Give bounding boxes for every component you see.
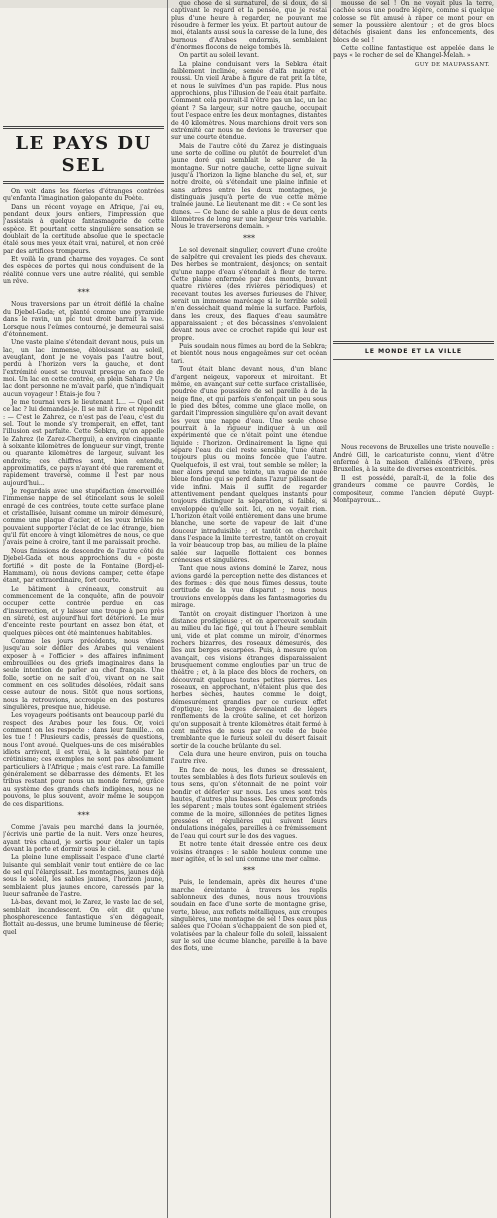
paragraph: La pleine lune emplissait l'espace d'une clarté luisante qui semblait venir tout entière de ce lac de sel qui l'élargissait. Les montagnes, jaunes déjà sous le soleil, les sables jaunes, l'horizon jaune, semblaient plus jaunes encore, caressés par la lueur safranée de l'astre. bbox=[3, 854, 164, 898]
section-stars: *** bbox=[77, 288, 90, 298]
section-heading: LE MONDE ET LA VILLE bbox=[364, 348, 463, 356]
paragraph: Tantôt on croyait distinguer l'horizon à une distance prodigieuse ; et on apercevait soudain au milieu du lac figé, qui tout à l'heure semblait uni, vide et plat comme un miroir, d'énormes rochers bizarres, des roseaux démesurés, des îles aux berges escarpées. Puis, à mesure qu'on avançait, ces visions étranges disparaissaient brusquement comme englouties par un truc de théâtre ; et, à la place des blocs de rochers, on découvrait quelques toutes petites pierres. Les roseaux, en approchant, n'étaient plus que des herbes sèches, hautes comme le doigt, démesurément grandies par ce curieux effet d'optique; les berges devenaient de légers renflements de la croûte saline, et cet horizon qu'on supposait à trente kilomètres était fermé à cent mètres de nous par ce voile de buée tremblante que le furieux soleil du désert faisait sortir de la couche brûlante du sel. bbox=[171, 610, 327, 750]
paragraph: Les voyageurs poétisants ont beaucoup parlé du respect des Arabes pour les fous. Or, voici comment on les respecte : dans leur famille... on les tue ! ! Plusieurs cadis, pressés de questions, nous l'ont avoué. Quelques-uns de ces misérables idiots arrivent, il est vrai, à la sainteté par le crétinisme; ces exemples ne sont pas absolument particuliers à l'Afrique ; mais c'est rare. La famille généralement se débarrasse des déments. Et les tribus restant pour nous un monde fermé, grâce au système des grands chefs indigènes, nous ne pouvons, le plus souvent, avoir même le soupçon de ces disparitions. bbox=[3, 712, 164, 808]
paragraph: Tout était blanc devant nous, d'un blanc d'argent neigeux, vaporeux et miroitant. Et même, en avançant sur cette surface cristallisée, poudrée d'une poussière de sel pareille à de la neige fine, et qui parfois s'enfonçait un peu sous le pied des bêtes, comme une glace molle, on gardait l'impression singulière qu'on avait devant les yeux une nappe d'eau. Une seule chose pourrait à la rigueur indiquer à un œil expérimenté que ce n'était point une étendue liquide : l'horizon. Ordinairement la ligne qui sépare l'eau du ciel reste sensible, l'une étant toujours plus ou moins foncée que l'autre. Quelquefois, il est vrai, tout semble se mêler; la mer alors prend une teinte, un vague de nuée bleue fondue qui se perd dans l'azur pâlissant de vide infini. Mais il suffit de regarder attentivement pendant quelques instants pour toujours distinguer la séparation, si faible, si enveloppée qu'elle soit. Ici, on ne voyait rien. L'horizon était voilé entièrement dans une brume blanche, une sorte de vapeur de lait d'une douceur intraduisible ; et tantôt on cherchait dans l'espace la limite terrestre, tantôt on croyait la voir beaucoup trop bas, au milieu de la plaine salée sur laquelle flottaient ces bonnes créneuses et singulières. bbox=[171, 366, 327, 565]
section-stars: *** bbox=[243, 866, 255, 876]
paragraph: Je regardais avec une stupéfaction émerveillée l'immense nappe de sel étincelant sous le soleil enragé de ces contrées, toute cette surface plane et cristallisée, luisant comme un miroir démesuré, comme une plaque d'acier, et les yeux brûlés ne pouvaient supporter l'éclat de ce lac étrange, bien qu'il fût encore à vingt kilomètres de nous, ce que j'avais peine à croire, tant il me paraissait proche. bbox=[3, 488, 164, 547]
paragraph: Cette colline fantastique est appelée dans le pays « le rocher de sel de Khangel-Melah. » bbox=[333, 45, 494, 60]
paragraph: En face de nous, les dunes se dressaient, toutes semblables à des flots furieux soulevés en tous sens, qu'on s'étonnait de ne point voir bondir et déferler sur nous. Les unes sont très hautes, d'autres plus basses. Des creux profonds les séparent ; mais toutes sont également striées comme de la moire, sillonnées de petites lignes pressées et régulières qui suivent leurs ondulations inégales, pareilles à ce frémissement de l'eau qui court sur le dos des vagues. bbox=[171, 766, 327, 840]
paragraph: On voit dans les féeries d'étranges contrées qu'enfanta l'imagination galopante du Poète. bbox=[3, 188, 164, 203]
column-1 bbox=[3, 0, 164, 1218]
column-rule-left bbox=[167, 0, 168, 1218]
section-stars: *** bbox=[243, 233, 255, 243]
paragraph: Mais de l'autre côté du Zarez je distinguais une sorte de colline ou plutôt de bourrelet d'un jaune doré qui semblait le séparer de la montagne. Sur notre gauche, cette ligne suivait jusqu'à l'horizon la ligne blanche du sel, et, sur notre droite, où s'étendait une plaine infinie et sans arbres entre les deux montagnes, je distinguais jusqu'à perte de vue cette même traînée jaune. Le lieutenant me dit : « Ce sont les dunes. — Ce banc de sable a plus de deux cents kilomètres de long sur une largeur très variable. Nous le traverserons demain. » bbox=[171, 142, 327, 231]
paragraph: Tant que nous avions dominé le Zarez, nous avions gardé la perception nette des distances et des formes : dès que nous fûmes dessus, toute certitude de la vue disparut ; nous nous trouvions enveloppés dans les fantasmagories du mirage. bbox=[171, 565, 327, 610]
section-stars: *** bbox=[77, 810, 90, 820]
paragraph: que chose de si surnaturel, de si doux, de si captivant le regard et la pensée, que je restai plus d'une heure à regarder, ne pouvant me résoudre à fermer les yeux. Et partout autour de moi, étalants aussi sous la caresse de la lune, des burnous d'Arabes endormis, semblaient d'énormes flocons de neige tombés là. bbox=[171, 0, 327, 52]
column-1-top-space bbox=[3, 0, 164, 122]
section-rule-bottom bbox=[333, 359, 494, 360]
paragraph: Et voilà le grand charme des voyages. Ce sont des espèces de portes qui nous conduisent de la réalité connue vers une autre réalité, qui semble un rêve. bbox=[3, 256, 164, 286]
paragraph: Le sol devenait singulier, couvert d'une croûte de salpêtre qui crevaient les pieds des chevaux. Des herbes se montraient, desjoncs; on sentait qu'une nappe d'eau s'étendait à fleur de terre. Cette plaine enfermée par des monts, buvant quatre rivières (des rivières périodiques) et recevant toutes les averses furieuses de l'hiver, serait un immense marécage si le terrible soleil n'en desséchait quand même la surface. Parfois, dans les creux, des flaques d'eau saumâtre apparaissaient ; et des bécassines s'envolaient devant nous avec ce crochet rapide qui leur est propre. bbox=[171, 246, 327, 342]
paragraph: On partit au soleil levant. bbox=[179, 52, 259, 60]
paragraph: Nous finissions de descendre de l'autre côté du Djebel-Gada et nous approchions du « poste fortifié » dit poste de la Fontaine (Bordj-el-Hammam), où nous devions camper, cette étape étant, par extraordinaire, fort courte. bbox=[3, 547, 164, 585]
paragraph: La plaine conduisant vers la Sebkra était faiblement inclinée, semée d'alfa maigre et roussi. Un vieil Arabe à figure de rat prit la tête, et nous le suivîmes d'un pas rapide. Plus nous approchions, plus l'illusion de l'eau était parfaite. Comment cela pouvait-il n'être pas un lac, un lac géant ? Sa largeur, sur notre gauche, occupait tout l'espace entre les deux montagnes, distantes de 40 kilomètres. Nous marchions droit vers son extrémité car nous ne devions le traverser que sur une courte étendue. bbox=[171, 60, 327, 142]
paragraph: Comme j'avais peu marché dans la journée, j'écrivis une partie de la nuit. Vers onze heures, ayant très chaud, je sortis pour étaler un tapis devant la porte et dormir sous le ciel. bbox=[3, 823, 164, 853]
article-title: LE PAYS DU SEL bbox=[15, 133, 152, 176]
news-paragraph: Nous recevons de Bruxelles une triste nouvelle : André Gill, le caricaturiste connu, vient d'être enfermé à la maison d'aliénés d'Evere, près Bruxelles, à la suite de diverses excentricités. bbox=[333, 444, 494, 474]
paragraph: Nous traversions par un étroit défilé la chaîne du Djebel-Gada; et, planté comme une pyramide dans le ravin, un pic tout droit barrait la vue. Lorsque nous l'eûmes contourné, je demeurai saisi d'étonnement. bbox=[3, 301, 164, 338]
paragraph: mousse de sel ! On ne voyait plus la terre, cachée sous une poudre légère, comme si quelque colosse se fût amusé à râper ce mont pour en semer la poussière alentour ; et de gros blocs détachés gisaient dans les enfoncements, des blocs de sel ! bbox=[333, 0, 494, 44]
paragraph: Cela dura une heure environ, puis on toucha l'autre rive. bbox=[171, 751, 327, 766]
column-3 bbox=[333, 0, 494, 1218]
title-rule-bottom bbox=[3, 181, 164, 184]
section-blank-space bbox=[333, 364, 494, 444]
title-rule-top bbox=[3, 126, 164, 129]
paragraph: Puis, le lendemain, après dix heures d'une marche éreintante à travers les replis sablonneux des dunes, nous nous trouvions soudain en face d'une sorte de montagne grise, verte, bleue, aux reflets métalliques, aux croupes singulières, une montagne de sel ! Des eaux plus salées que l'Océan s'échappaient de son pied et, volatisées par la chaleur folle du soleil, laissaient sur le sol une écume blanche, pareille à la bave des flots, une bbox=[171, 879, 327, 953]
section-rule-top bbox=[333, 341, 494, 344]
paragraph: Et notre tente était dressée entre ces deux voisins étranges : le sable houleux comme une mer agitée, et le sel uni comme une mer calme. bbox=[171, 841, 327, 863]
paragraph: Là-bas, devant moi, le Zarez, le vaste lac de sel, semblait incandescent. On eût dit qu'une phosphorescence fantastique s'en dégageait, flottait au-dessus, une brume lumineuse de féerie; quel bbox=[3, 899, 164, 936]
news-paragraph: Il est possédé, paraît-il, de la folie des grandeurs comme ce pauvre Cordès, le compositeur, comme l'ancien député Guypt-Montpayroux... bbox=[333, 474, 494, 504]
column-2 bbox=[171, 0, 327, 1218]
paragraph: Comme les jours précédents, nous vîmes jusqu'au soir défiler des Arabes qui venaient exposer à « l'officier » des affaires infiniment embrouillées ou des griefs imaginaires dans la seule intention de parler au chef français. Une folle, sortie on ne sait d'où, vivant on ne sait comment en ces solitudes désolées, rôdait sans cesse autour de nous. Sitôt que nous sortions, nous la retrouvions, accroupie en des postures singulières, presque nue, hideuse. bbox=[3, 637, 164, 712]
author-signature: GUY DE MAUPASSANT. bbox=[414, 61, 490, 68]
column-rule-right bbox=[330, 0, 331, 1218]
paragraph: Puis soudain nous fûmes au bord de la Sebkra; et bientôt nous nous engageâmes sur cet océan tari. bbox=[171, 343, 327, 365]
paragraph: Je me tournai vers le lieutenant L... — Quel est ce lac ? lui demandai-je. Il se mit à rire et répondit : — C'est le Zahrez, ce n'est pas de l'eau, c'est du sel. Tout le monde s'y tromperait, en effet, tant l'illusion est parfaite. Cette Sebkra, qu'on appelle le Zahrez (le Zarez-Chergui), a environ cinquante à soixante kilomètres de longueur sur vingt, trente ou quarante kilomètres de largeur, suivant les endroits; ces chiffres sont, bien entendu, approximatifs, ce pays n'ayant été que rarement et rapidement traversé, comme il l'est par nous aujourd'hui... bbox=[3, 398, 164, 487]
paragraph: Dans un récent voyage en Afrique, j'ai eu, pendant deux jours entiers, l'impression que j'assistais à quelque fantasmagorie de cette espèce. Et pourtant cette singulière sensation se doublait de la certitude absolue que le spectacle étalé sous mes yeux était vrai, naturel, et non créé par des artifices trompeurs. bbox=[3, 203, 164, 255]
paragraph: Le bâtiment à créneaux, construit au commencement de la conquête, afin de pouvoir occuper cette contrée perdue en cas d'insurrection, et y laisser une troupe à peu près en sûreté, est aujourd'hui fort détérioré. Le mur d'enceinte reste pourtant en assez bon état, et quelques pièces ont été maintenues habitables. bbox=[3, 585, 164, 637]
column-3-blank-space bbox=[333, 69, 494, 337]
paragraph: Une vaste plaine s'étendait devant nous, puis un lac, un lac immense, éblouissant au soleil, aveuglant, dont je ne voyais pas l'autre bout, perdu à l'horizon vers la gauche, et dont l'extrémité ouest se trouvait presque en face de moi. Un lac en cette contrée, en plein Sahara ? Un lac dont personne ne m'avait parlé, que n'indiquait aucun voyageur ! Étais-je fou ? bbox=[3, 339, 164, 398]
